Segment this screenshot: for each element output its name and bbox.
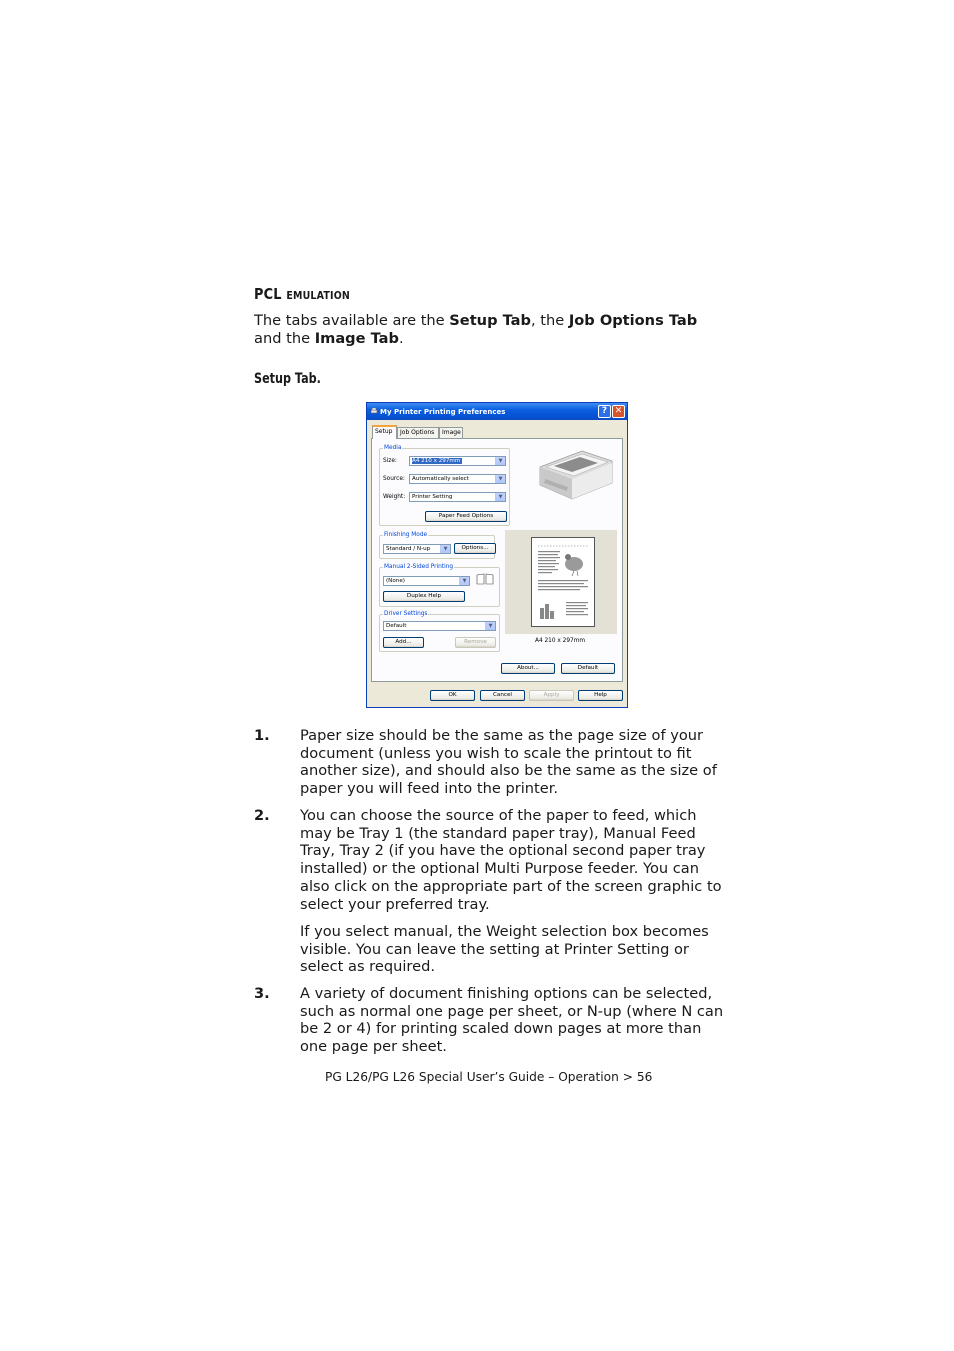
- printer-icon: [370, 407, 378, 415]
- default-button[interactable]: Default: [561, 663, 615, 674]
- printer-image[interactable]: [532, 445, 616, 505]
- driver-settings-value: Default: [386, 623, 407, 629]
- weight-label: Weight:: [383, 494, 406, 500]
- tab-setup[interactable]: Setup: [372, 425, 397, 439]
- finishing-group-label: Finishing Mode: [384, 532, 428, 538]
- duplex-value: (None): [386, 578, 405, 584]
- intro-text: The tabs available are the: [254, 312, 450, 329]
- apply-button: Apply: [529, 690, 574, 701]
- list-text: Paper size should be the same as the page size of your document (unless you wish to scale the printout to fit another size), and should also be the same as the size of paper you will feed into the printer.: [300, 727, 717, 798]
- chevron-down-icon[interactable]: ▼: [440, 545, 450, 553]
- dialog-button-bar: [367, 686, 627, 708]
- list-text: A variety of document finishing options can be selected, such as normal one page per sheet, or N-up (where N can be 2 or 4) for printing scaled down pages at more than one page per sheet.: [300, 985, 724, 1056]
- size-label: Size:: [383, 458, 397, 464]
- dialog-title: My Printer Printing Preferences: [380, 408, 506, 416]
- intro-job-options-tab: Job Options Tab: [568, 312, 698, 329]
- weight-value: Printer Setting: [412, 494, 453, 500]
- driver-settings-select[interactable]: [383, 621, 496, 631]
- list-text: You can choose the source of the paper to feed, which may be Tray 1 (the standard paper tray), Manual Feed Tray, Tray 2 (if you have the optional second paper tray installed) or the optional Multi Purpose feeder. You can also click on the appropriate part of the screen graphic to select your preferred tray.: [300, 807, 722, 913]
- book-icon: [476, 573, 494, 585]
- add-button[interactable]: Add...: [383, 637, 424, 648]
- ok-button[interactable]: OK: [430, 690, 475, 701]
- close-button[interactable]: ✕: [612, 405, 625, 418]
- duplex-group-label: Manual 2-Sided Printing: [384, 564, 454, 570]
- intro-setup-tab: Setup Tab: [449, 312, 531, 329]
- paper-feed-options-button[interactable]: Paper Feed Options: [425, 511, 507, 522]
- intro-text: .: [398, 329, 404, 347]
- chevron-down-icon[interactable]: ▼: [495, 457, 505, 465]
- cancel-button[interactable]: Cancel: [480, 690, 525, 701]
- chevron-down-icon[interactable]: ▼: [459, 577, 469, 585]
- source-value: Automatically select: [412, 476, 469, 482]
- printing-preferences-dialog: [366, 402, 628, 708]
- driver-settings-label: Driver Settings: [384, 611, 428, 617]
- intro-paragraph: [254, 312, 724, 347]
- section-heading: [254, 285, 350, 303]
- page-preview: [505, 530, 617, 634]
- remove-button: Remove: [455, 637, 496, 648]
- finishing-select[interactable]: [383, 544, 451, 554]
- size-select[interactable]: [409, 456, 506, 466]
- size-value: A4 210 x 297mm: [412, 458, 461, 464]
- preview-caption: A4 210 x 297mm: [535, 638, 586, 644]
- tab-job-options[interactable]: Job Options: [397, 427, 439, 438]
- section-heading-main: PCL: [254, 285, 282, 303]
- manual-weight-note: If you select manual, the Weight selection box becomes visible. You can leave the setting at Printer Setting or select as required.: [300, 923, 709, 976]
- preview-page: [531, 537, 595, 627]
- chevron-down-icon[interactable]: ▼: [495, 493, 505, 501]
- intro-text: and the: [254, 329, 315, 347]
- help-button[interactable]: Help: [578, 690, 623, 701]
- list-number: 2.: [254, 807, 270, 824]
- media-group-label: Media: [384, 445, 402, 451]
- list-number: 1.: [254, 727, 270, 744]
- section-heading-smallcaps: EMULATION: [286, 289, 350, 302]
- source-select[interactable]: [409, 474, 506, 484]
- preview-page-content: [532, 538, 594, 626]
- dialog-titlebar: [367, 403, 627, 420]
- intro-image-tab: Image Tab: [314, 329, 399, 347]
- chevron-down-icon[interactable]: ▼: [495, 475, 505, 483]
- duplex-help-button[interactable]: Duplex Help: [383, 591, 465, 602]
- about-button[interactable]: About...: [501, 663, 555, 674]
- setup-panel: [371, 438, 623, 682]
- setup-tab-heading: Setup Tab.: [254, 371, 321, 387]
- help-title-button[interactable]: ?: [598, 405, 611, 418]
- list-number: 3.: [254, 985, 270, 1002]
- tab-image[interactable]: Image: [439, 427, 463, 438]
- chevron-down-icon[interactable]: ▼: [485, 622, 495, 630]
- page-footer: PG L26/PG L26 Special User’s Guide – Operation > 56: [325, 1070, 653, 1084]
- finishing-value: Standard / N-up: [386, 546, 431, 552]
- weight-select[interactable]: [409, 492, 506, 502]
- source-label: Source:: [383, 476, 405, 482]
- intro-text: , the: [530, 312, 569, 329]
- duplex-select[interactable]: [383, 576, 470, 586]
- finishing-options-button[interactable]: Options...: [454, 543, 496, 554]
